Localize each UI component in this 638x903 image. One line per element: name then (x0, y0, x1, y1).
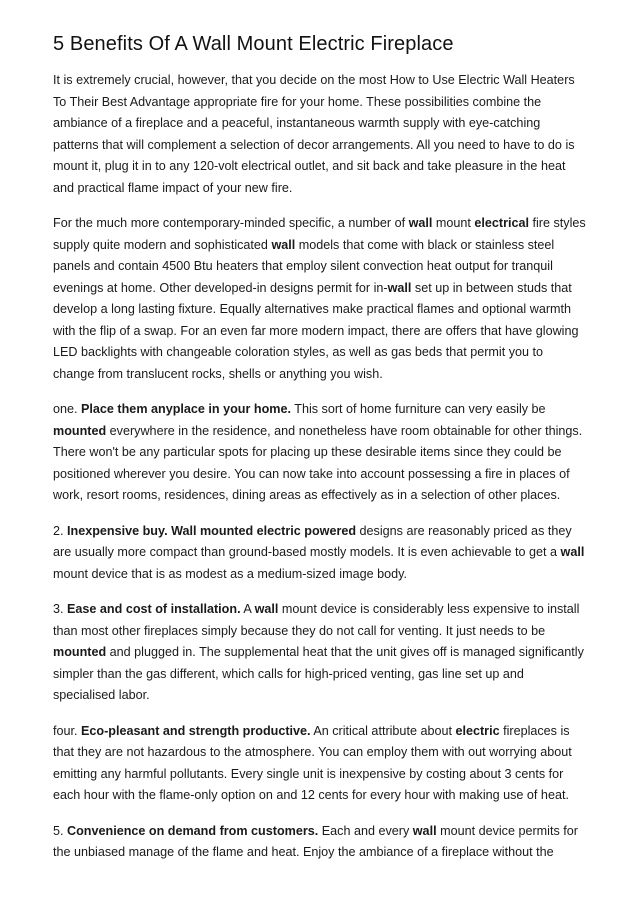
text-run: and plugged in. The supplemental heat that the unit gives off is managed significantly simpler than the gas different, which calls for high-priced venting, gas line set up and specialised labor. (53, 645, 584, 702)
text-run: one. (53, 402, 82, 416)
text-run: four. (53, 723, 82, 738)
text-run: For the much more contemporary-minded specific, a number of (53, 216, 409, 230)
bold-text: mounted (53, 645, 107, 659)
text-run: 3. (53, 602, 68, 616)
text-run: An critical attribute about (310, 723, 456, 738)
paragraph (53, 399, 586, 507)
text-run: Each and every (318, 823, 413, 838)
bold-text: wall (412, 823, 437, 838)
text-run: mount device permits for the unbiased manage of the flame and heat. Enjoy the ambiance of a fireplace without the (53, 823, 578, 859)
text-run: It is extremely crucial, however, that you decide on the most How to Use Electric Wall Heaters To Their Best Advantage appropriate fire for your home. These possibilities combine the ambiance of a fireplace and a peaceful, instantaneous warmth supply with eye-catching patterns that will complement a selection of decor arrangements. All you need to have to do is mount it, plug it in to any 120-volt electrical outlet, and sit back and take pleasure in the heat and practical flame impact of your new fire. (53, 73, 575, 195)
text-run: 2. (53, 523, 68, 538)
bold-text: wall (408, 216, 433, 230)
paragraph (53, 521, 586, 586)
bold-text: wall (271, 237, 296, 252)
bold-text: Place them anyplace in your home. (81, 402, 291, 416)
bold-text: electrical (474, 216, 530, 230)
text-run: This sort of home furniture can very easily be (290, 402, 546, 416)
paragraph (53, 821, 586, 864)
bold-text: Convenience on demand from customers. (67, 823, 319, 838)
text-run: mount device that is as modest as a medium-sized image body. (53, 566, 407, 581)
bold-text: electric (455, 723, 500, 738)
paragraph (53, 721, 586, 807)
text-run: mount device is considerably less expensive to install than most other fireplaces simply because they do not call for venting. It just needs to be (53, 602, 580, 638)
text-run: A (240, 602, 255, 616)
text-run: fire styles supply quite modern and sophisticated (53, 216, 586, 252)
paragraph (53, 70, 586, 199)
page-title: 5 Benefits Of A Wall Mount Electric Fireplace (53, 33, 454, 55)
text-run: mount (432, 216, 475, 230)
paragraph (53, 213, 586, 385)
bold-text: wall (254, 602, 279, 616)
article-body (53, 70, 586, 864)
text-run: set up in between studs that develop a long lasting fixture. Equally alternatives make practical flames and optional warmth with the flip of a swap. For an even far more modern impact, there are offers that have glowing LED backlights with changeable coloration styles, as well as gas beds that permit you to change from translucent rocks, shells or anything you wish. (53, 280, 579, 381)
text-run: everywhere in the residence, and nonetheless have room obtainable for other things. There won't be any particular spots for placing up these desirable items since they could be positioned wherever you desire. You can now take into account possessing a fire in places of work, resort rooms, residences, dining areas as effectively as in a selection of other places. (53, 423, 583, 502)
bold-text: Eco-pleasant and strength productive. (81, 723, 311, 738)
bold-text: Inexpensive buy. Wall mounted electric powered (67, 523, 357, 538)
text-run: 5. (53, 823, 68, 838)
bold-text: mounted (53, 423, 107, 438)
bold-text: wall (560, 545, 585, 559)
text-run: designs are reasonably priced as they are usually more compact than ground-based mostly models. It is even achievable to get a (53, 523, 572, 559)
bold-text: Ease and cost of installation. (67, 602, 241, 616)
text-run: fireplaces is that they are not hazardous to the atmosphere. You can employ them with out worrying about emitting any harmful pollutants. Every single unit is inexpensive by costing about 3 cents for each hour with the flame-only option on and 12 cents for every hour with making use of heat. (53, 723, 572, 802)
text-run: models that come with black or stainless steel panels and contain 4500 Btu heaters that employ silent convection heat output for tranquil evenings at home. Other developed-in designs permit for in- (53, 237, 555, 295)
paragraph (53, 599, 586, 707)
bold-text: wall (387, 280, 412, 295)
